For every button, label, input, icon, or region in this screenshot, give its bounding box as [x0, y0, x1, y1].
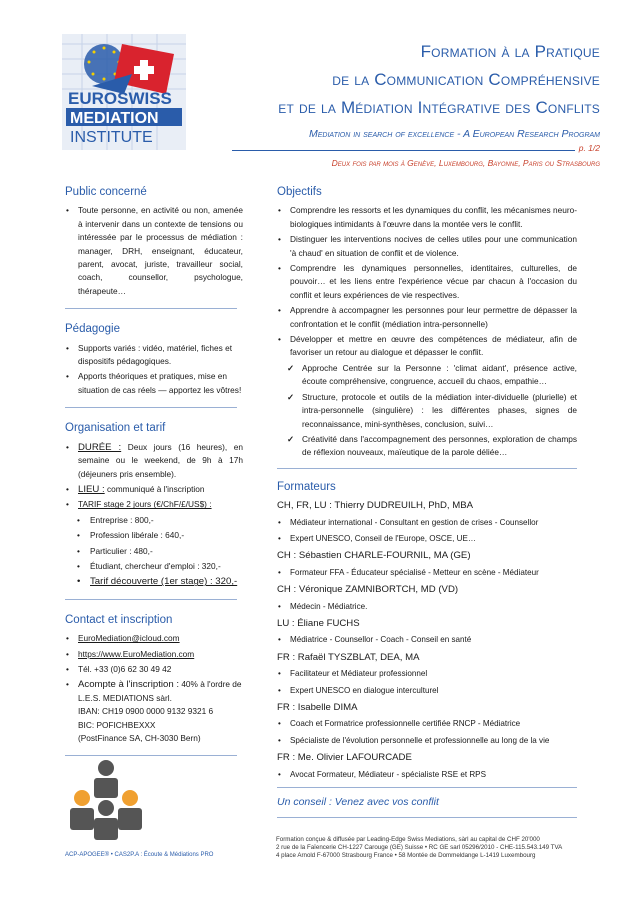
trainer-detail: • Médiateur international - Consultant en gestion de crises - Counsellor [277, 516, 577, 529]
pedagogie-list [65, 342, 243, 398]
acompte-label: Acompte à l'inscription : [78, 679, 180, 691]
tarif-item: • Profession libérale : 640,- [65, 529, 243, 542]
acompte [65, 678, 243, 745]
divider [232, 150, 575, 151]
trainer-block [277, 701, 577, 747]
check-item: ✓ Créativité dans l'accompagnement des personnes, exploration de champs de réflexion nouveaux, maïeutique de la parole déliée… [277, 433, 577, 460]
lieu-text: communiqué à l'inscription [104, 483, 205, 494]
list-item: • Comprendre les ressorts et les dynamiques du conflit, les mécanismes neuro-biologiques intimidants à l'œuvre dans la montée vers le conflit. [277, 204, 577, 231]
tarif-label: TARIF stage 2 jours (€/ChF/£/US$) : [78, 499, 212, 510]
email-link[interactable]: • EuroMediation@icloud.com [65, 632, 243, 645]
duree-label: DURÉE : [78, 441, 122, 453]
trainer-detail: • Expert UNESCO, Conseil de l'Europe, OSCE, UE… [277, 532, 577, 545]
trainer-name: CH, FR, LU : Thierry DUDREUILH, PhD, MBA [277, 500, 473, 512]
document-title [278, 38, 600, 122]
right-column [277, 186, 577, 818]
title-line: et de la Médiation Intégrative des Conflits [278, 98, 600, 117]
objectifs-list [277, 204, 577, 459]
trainer-detail: • Facilitateur et Médiateur professionnel [277, 667, 577, 680]
bank: (PostFinance SA, CH-3030 Bern) [78, 733, 201, 743]
divider [277, 817, 577, 818]
left-column [65, 186, 243, 770]
tarif-item: • Entreprise : 800,- [65, 514, 243, 527]
svg-text:MEDIATION: MEDIATION [70, 110, 159, 127]
tarif-item: • Particulier : 480,- [65, 545, 243, 558]
list-item-tarif [65, 498, 243, 511]
locations: Deux fois par mois à Genève, Luxembourg, Bayonne, Paris ou Strasbourg [331, 158, 600, 168]
people-group-icon [70, 758, 142, 840]
section-title-public: Public concerné [65, 186, 147, 198]
title-line: Formation à la Pratique [420, 42, 600, 61]
advice-text: Un conseil : Venez avec vos conflit [277, 796, 439, 809]
svg-text:EUROSWISS: EUROSWISS [68, 89, 172, 108]
trainer-detail: • Médiatrice - Counsellor - Coach - Conseil en santé [277, 633, 577, 646]
section-title-contact: Contact et inscription [65, 613, 173, 626]
trainer-detail: • Coach et Formatrice professionnelle certifiée RNCP - Médiatrice [277, 717, 577, 730]
subtitle: Mediation in search of excellence - A European Research Program [309, 128, 600, 140]
trainer-name: FR : Isabelle DIMA [277, 702, 358, 713]
bic: BIC: POFICHBEXXX [78, 719, 156, 730]
list-item: • Développer et mettre en œuvre des compétences de médiateur, afin de favoriser un retour au dialogue et dépasser le conflit. [277, 333, 577, 360]
trainer-detail: • Formateur FFA - Éducateur spécialisé - Metteur en scène - Médiateur [277, 566, 577, 579]
contact-list [65, 632, 243, 745]
legal-line: 2 rue de la Faïencerie CH-1227 Carouge (GE) Suisse • RC GE sarl 05296/2010 - CHE-115.543.149 TVA [276, 844, 563, 851]
legal-line: Formation conçue & diffusée par Leading-Edge Swiss Mediations, sàrl au capital de CHF 20'000 [276, 836, 540, 843]
svg-text:INSTITUTE: INSTITUTE [70, 129, 153, 146]
public-list [65, 204, 243, 298]
lieu-label: LIEU : [78, 483, 105, 495]
trainer-detail: • Expert UNESCO en dialogue interculturel [277, 684, 577, 697]
legal-footer [276, 836, 596, 860]
website-link[interactable]: • https://www.EuroMediation.com [65, 648, 243, 661]
trainer-block [277, 583, 577, 613]
divider [65, 308, 237, 309]
duree-text: Deux jours (16 heures), en semaine ou le weekend, de 9h à 17h (déjeuners pris ensemble). [78, 441, 243, 479]
divider [277, 468, 577, 469]
acompte-text: 40% à l'ordre de L.E.S. MEDIATIONS sàrl. [78, 679, 242, 703]
check-item: ✓ Structure, protocole et outils de la médiation inter-dividuelle (plurielle) et intra-personnelle (singulière) : les différentes phases, signes de reconnaissance, mini-synthèses, conclusion, suivi… [277, 391, 577, 431]
institute-logo [62, 34, 186, 150]
divider [65, 755, 237, 756]
footer-left: ACP-APOGEE® • CAS2P.A : Écoute & Médiations PRO [65, 852, 214, 858]
trainer-name: CH : Véronique ZAMNIBORTCH, MD (VD) [277, 584, 459, 596]
divider [65, 599, 237, 600]
trainer-block [277, 751, 577, 781]
trainer-name: LU : Éliane FUCHS [277, 617, 360, 629]
trainer-name: CH : Sébastien CHARLE-FOURNIL, MA (GE) [277, 550, 471, 562]
trainer-detail: • Avocat Formateur, Médiateur - spécialiste RSE et RPS [277, 768, 577, 781]
list-item: • Apports théoriques et pratiques, mise en situation de cas réels — apportez les vôtres! [65, 370, 243, 397]
section-title-organisation: Organisation et tarif [65, 422, 166, 435]
phone: • Tél. +33 (0)6 62 30 49 42 [65, 663, 243, 676]
list-item-lieu [65, 483, 243, 496]
check-item: ✓ Approche Centrée sur la Personne : 'climat aidant', présence active, écoute compréhensive, congruence, accueil du chaos, empathie… [277, 362, 577, 389]
trainer-block [277, 617, 577, 647]
list-item-duree [65, 441, 243, 481]
list-item: • Toute personne, en activité ou non, amenée à intervenir dans un contexte de tensions ou intéressée par le processus de médiation : manager, DRH, enseignant, éducateur, parent, avocat, juriste, travailleur social, coach, counsellor, psychologue, thérapeute… [65, 204, 243, 298]
trainer-block [277, 549, 577, 579]
tarif-item: • Étudiant, chercheur d'emploi : 320,- [65, 560, 243, 573]
divider [65, 407, 237, 408]
list-item: • Apprendre à accompagner les personnes pour leur permettre de dépasser la confrontation et le conflit (médiation intra-personnelle) [277, 304, 577, 331]
section-title-pedagogie: Pédagogie [65, 323, 120, 336]
divider [277, 787, 577, 788]
list-item: • Distinguer les interventions nocives de celles utiles pour une communication 'à chaud' en situation de conflit et de violence. [277, 233, 577, 260]
list-item: • Comprendre les dynamiques personnelles, identitaires, culturelles, de pouvoir… et les liens entre l'expérience vécue par chacun à l'occasion du conflit et leurs expériences de vie respectives. [277, 262, 577, 302]
organisation-list [65, 441, 243, 589]
trainer-block [277, 499, 577, 545]
title-line: de la Communication Compréhensive [332, 70, 600, 89]
section-title-formateurs: Formateurs [277, 480, 336, 493]
page-number: p. 1/2 [578, 143, 600, 153]
list-item: • Supports variés : vidéo, matériel, fiches et dispositifs pédagogiques. [65, 342, 243, 369]
trainer-detail: • Spécialiste de l'évolution personnelle et professionnelle au long de la vie [277, 734, 577, 747]
trainer-name: FR : Rafaël TYSZBLAT, DEA, MA [277, 651, 420, 663]
iban: IBAN: CH19 0900 0000 9132 9321 6 [78, 706, 214, 717]
trainer-detail: • Médecin - Médiatrice. [277, 600, 577, 613]
trainer-name: FR : Me. Olivier LAFOURCADE [277, 752, 412, 764]
tarif-decouverte: • Tarif découverte (1er stage) : 320,- [65, 575, 243, 588]
section-title-objectifs: Objectifs [277, 186, 322, 198]
legal-line: 4 place Arnold F-67000 Strasbourg France • 58 Montée de Dommeldange L-1419 Luxembourg [276, 852, 536, 859]
trainer-block [277, 651, 577, 697]
